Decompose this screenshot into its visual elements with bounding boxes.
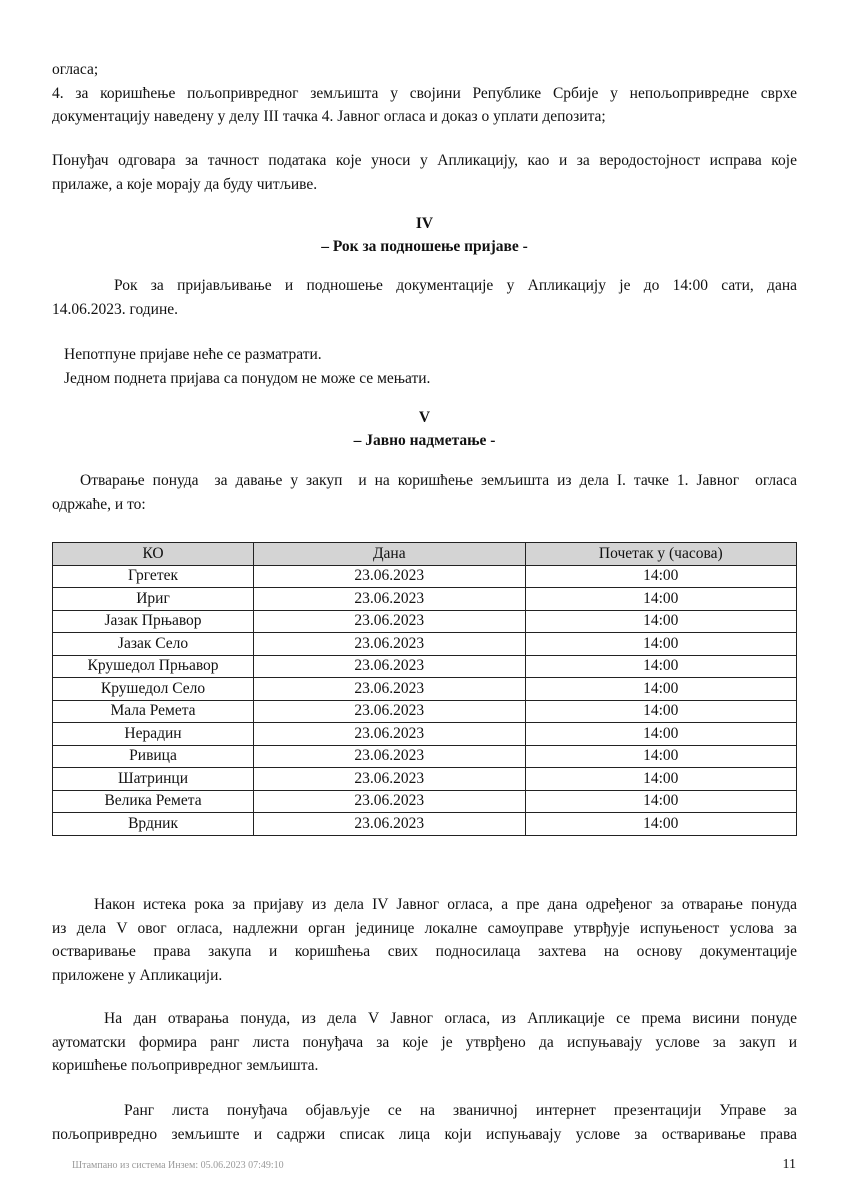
rank-list-paragraph: [52, 1099, 797, 1146]
cell-ko: Ривица: [53, 745, 254, 768]
cell-date: 23.06.2023: [254, 745, 526, 768]
text-line: одржаће, и то:: [52, 495, 146, 513]
text-line: остваривање права закупа и коришћења свих подносилаца захтева на основу документације: [52, 943, 797, 960]
cell-date: 23.06.2023: [254, 588, 526, 611]
text-line: 4. за коришћење пољопривредног земљишта у својини Републике Србије у непољопривредне сврхе: [52, 84, 797, 102]
cell-time: 14:00: [525, 565, 796, 588]
cell-time: 14:00: [525, 745, 796, 768]
cell-time: 14:00: [525, 655, 796, 678]
responsibility-paragraph: [52, 149, 797, 196]
table-header-row: [53, 543, 797, 566]
text-line: Једном поднета пријава са понудом не може се мењати.: [64, 369, 431, 387]
table-row: [53, 633, 797, 656]
section-iv-number: IV: [415, 215, 434, 232]
text-line: Понуђач одговара за тачност података које уноси у Апликацију, као и за веродостојност исправа које: [52, 152, 797, 169]
text-line: огласа;: [52, 61, 99, 78]
table-row: [53, 745, 797, 768]
notes-paragraph: [64, 343, 764, 390]
auction-schedule-table: [52, 542, 797, 836]
text-line: коришћење пољопривредног земљишта.: [52, 1057, 319, 1074]
header-start-time: Почетак у (часова): [525, 543, 796, 566]
cell-ko: Шатринци: [53, 768, 254, 791]
text-line: Непотпуне пријаве неће се разматрати.: [64, 346, 322, 363]
cell-date: 23.06.2023: [254, 768, 526, 791]
text-line: Након истека рока за пријаву из дела IV Јавног огласа, а пре дана одређеног за отварање понуда: [94, 896, 797, 913]
text-line: 14.06.2023. године.: [52, 300, 179, 318]
cell-date: 23.06.2023: [254, 813, 526, 836]
cell-date: 23.06.2023: [254, 565, 526, 588]
text-line: Ранг листа понуђача објављује се на званичној интернет презентацији Управе за: [124, 1102, 797, 1119]
cell-time: 14:00: [525, 610, 796, 633]
cell-date: 23.06.2023: [254, 633, 526, 656]
table-row: [53, 813, 797, 836]
table-row: [53, 768, 797, 791]
cell-ko: Мала Ремета: [53, 700, 254, 723]
table-row: [53, 678, 797, 701]
cell-time: 14:00: [525, 700, 796, 723]
opening-day-paragraph: [52, 1007, 797, 1078]
page-number: 11: [782, 1157, 796, 1172]
text-line: приложене у Апликацији.: [52, 966, 223, 984]
text-line: прилаже, а које морају да буду читљиве.: [52, 175, 318, 193]
cell-date: 23.06.2023: [254, 723, 526, 746]
cell-date: 23.06.2023: [254, 655, 526, 678]
cell-ko: Гргетек: [53, 565, 254, 588]
cell-ko: Крушедол Село: [53, 678, 254, 701]
text-line: Рок за пријављивање и подношење документације у Апликацију је до 14:00 сати, дана: [114, 277, 797, 294]
header-date: Дана: [254, 543, 526, 566]
print-timestamp: Штампано из система Инзем: 05.06.2023 07:49:10: [72, 1160, 284, 1171]
text-line: аутоматски формира ранг листа понуђача за које је утврђено да испуњавају услове за закуп и: [52, 1033, 797, 1051]
text-line: Отварање понуда за давање у закуп и на коришћење земљишта из дела I. тачке 1. Јавног огласа: [80, 472, 797, 489]
text-line: документацију наведену у делу III тачка 4. Јавног огласа и доказ о уплати депозита;: [52, 108, 606, 125]
cell-time: 14:00: [525, 790, 796, 813]
cell-time: 14:00: [525, 633, 796, 656]
text-line: из дела V овог огласа, надлежни орган јединице локалне самоуправе утврђује испуњеност услова за: [52, 919, 797, 937]
auction-intro-paragraph: [52, 469, 797, 516]
table-row: [53, 588, 797, 611]
cell-ko: Велика Ремета: [53, 790, 254, 813]
section-v-number: V: [418, 409, 431, 426]
cell-date: 23.06.2023: [254, 790, 526, 813]
section-v-title: – Јавно надметање -: [353, 432, 496, 449]
cell-date: 23.06.2023: [254, 678, 526, 701]
cell-time: 14:00: [525, 723, 796, 746]
table-row: [53, 655, 797, 678]
table-row: [53, 700, 797, 723]
intro-paragraph: [52, 58, 797, 129]
table-row: [53, 565, 797, 588]
cell-date: 23.06.2023: [254, 700, 526, 723]
header-ko: КО: [53, 543, 254, 566]
cell-ko: Јазак Село: [53, 633, 254, 656]
cell-time: 14:00: [525, 813, 796, 836]
cell-time: 14:00: [525, 588, 796, 611]
deadline-paragraph: [52, 274, 797, 321]
text-line: На дан отварања понуда, из дела V Јавног огласа, из Апликације се према висини понуде: [104, 1010, 797, 1027]
text-line: пољопривредно земљиште и садржи списак лица који испуњавају услове за остваривање права: [52, 1125, 797, 1143]
cell-ko: Јазак Прњавор: [53, 610, 254, 633]
section-iv-title: – Рок за подношење пријаве -: [321, 238, 528, 255]
cell-ko: Крушедол Прњавор: [53, 655, 254, 678]
cell-ko: Нерадин: [53, 723, 254, 746]
cell-time: 14:00: [525, 768, 796, 791]
cell-time: 14:00: [525, 678, 796, 701]
cell-date: 23.06.2023: [254, 610, 526, 633]
table-row: [53, 790, 797, 813]
cell-ko: Врдник: [53, 813, 254, 836]
table-row: [53, 610, 797, 633]
cell-ko: Ириг: [53, 588, 254, 611]
after-deadline-paragraph: [52, 893, 797, 987]
table-row: [53, 723, 797, 746]
